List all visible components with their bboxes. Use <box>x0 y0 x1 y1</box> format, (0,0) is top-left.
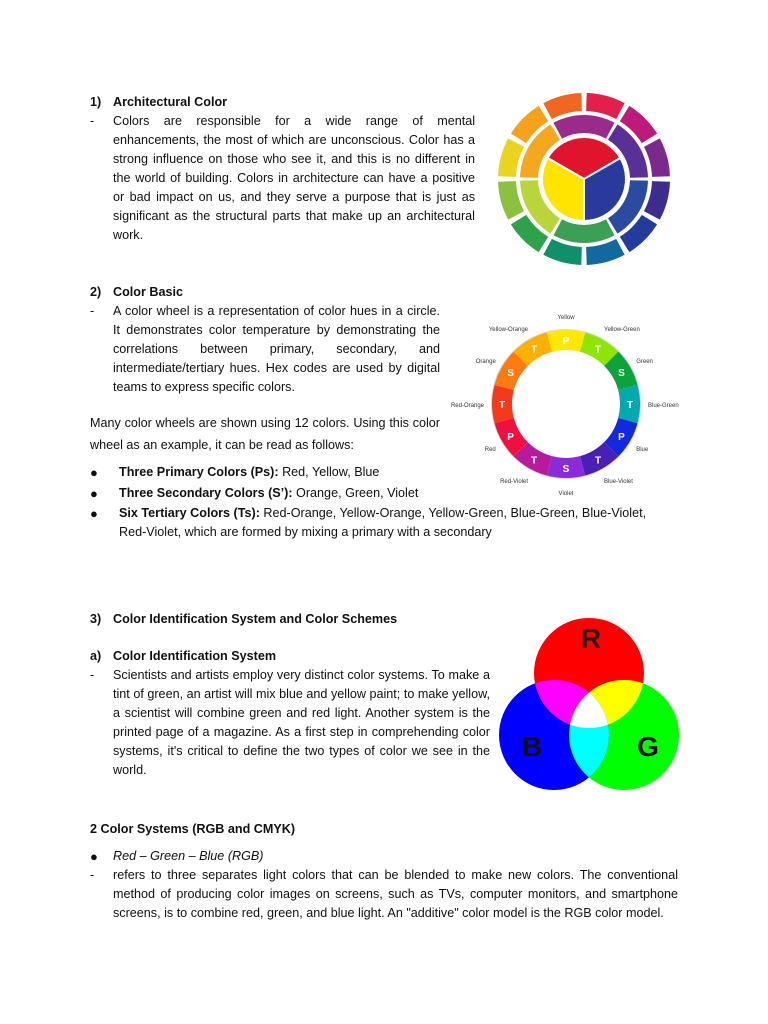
section2-intro: Many color wheels are shown using 12 colors. Using this color wheel as an example, it can be read as follows: <box>90 416 440 452</box>
section4-body: refers to three separates light colors that can be blended to make new colors. The conventional method of producing color images on screens, such as TVs, computer monitors, and smartphone screens, is to combine red, green, and blue light. An "additive" color model is the RGB color model. <box>113 868 678 920</box>
outer-segment <box>586 93 625 119</box>
wheel-segment-label: Green <box>636 359 653 365</box>
bullet-label: Six Tertiary Colors (Ts): <box>119 506 260 520</box>
section3-dash: - <box>90 668 95 682</box>
wheel-segment-label: Red-Violet <box>500 479 528 486</box>
outer-segment <box>498 138 524 177</box>
section3-number: 3) <box>90 612 102 626</box>
bullet-dot: ● <box>90 465 98 480</box>
section3-sub-number: a) <box>90 649 102 663</box>
wheel-segment-letter: S <box>562 464 570 475</box>
outer-segment <box>543 93 582 119</box>
wheel-segment-label: Orange <box>475 359 496 365</box>
wheel-segment-label: Violet <box>558 491 574 497</box>
outer-segment <box>543 239 582 265</box>
architectural-color-wheel <box>498 93 670 265</box>
bullet-text: Red-Orange, Yellow-Orange, Yellow-Green, Blue-Green, Blue-Violet, Red-Violet, which are formed by mixing a primary with a secondary <box>119 506 647 539</box>
section3-title: Color Identification System and Color Schemes <box>113 612 398 626</box>
wheel-segment-label: Yellow-Green <box>604 326 640 333</box>
wheel-segment-label: Blue <box>636 447 649 453</box>
labeled-color-wheel <box>450 308 682 500</box>
rgb-venn-diagram <box>498 608 680 790</box>
section2-body: A color wheel is a representation of color hues in a circle. It demonstrates color temperature by demonstrating the correlations between primary, secondary, and intermediate/tertiary hues. Hex codes are used by digital teams to express specific colors. <box>113 304 440 394</box>
bullet-dot: ● <box>90 506 98 521</box>
wheel-segment-label: Blue-Green <box>648 403 679 409</box>
bullet-dot: ● <box>90 486 98 501</box>
section4-bullet-dot: ● <box>90 849 98 864</box>
wheel-segment-label: Yellow-Orange <box>488 326 528 333</box>
section1-dash: - <box>90 114 95 128</box>
section2-dash: - <box>90 304 95 318</box>
section4-dash: - <box>90 868 95 882</box>
bullet-label: Three Secondary Colors (S’): <box>119 486 293 500</box>
section1-title: Architectural Color <box>113 95 228 109</box>
section1-number: 1) <box>90 95 102 109</box>
bullet-tertiary <box>90 504 670 542</box>
wheel-segment-label: Red <box>484 447 496 453</box>
wheel-segment-label: Blue-Violet <box>604 479 633 486</box>
section2-title: Color Basic <box>113 285 183 299</box>
wheel-segment-letter: P <box>618 432 625 443</box>
outer-segment <box>644 138 670 177</box>
venn-r-label: R <box>580 623 602 654</box>
wheel-segment-letter: T <box>530 455 538 467</box>
section3-body: Scientists and artists employ very distinct color systems. To make a tint of green, an artist will mix blue and yellow paint; to make yellow, a scientist will combine green and red light. Another system is the printed page of a magazine. As a first step in comprehending color systems, it's critical to define the two types of color we see in the world. <box>113 668 490 777</box>
wheel-segment-label: Yellow <box>557 315 575 321</box>
wheel-segment-letter: P <box>507 432 514 443</box>
wheel-segment-letter: S <box>618 368 625 379</box>
wheel-segment-letter: T <box>594 455 602 467</box>
section4-bullet: Red – Green – Blue (RGB) <box>113 849 264 863</box>
outer-segment <box>644 181 670 220</box>
wheel-segment-label: Red-Orange <box>450 403 484 409</box>
outer-segment <box>498 181 524 220</box>
wheel-segment-letter: T <box>498 400 506 411</box>
bullet-text: Red, Yellow, Blue <box>278 465 380 479</box>
section1-body: Colors are responsible for a wide range of mental enhancements, the most of which are unconscious. Color has a strong influence on those who see it, and this is no different in the world of building. Colors in architecture can have a positive or bad impact on us, and they serve a purpose that is just as significant as the structural parts that make up an architectural work. <box>113 114 475 242</box>
outer-segment <box>586 239 625 265</box>
bullet-label: Three Primary Colors (Ps): <box>119 465 279 479</box>
wheel-segment-letter: T <box>530 344 538 356</box>
wheel-segment-letter: T <box>626 400 634 411</box>
section3-sub-title: Color Identification System <box>113 649 277 663</box>
venn-g-label: G <box>637 731 659 762</box>
bullet-text: Orange, Green, Violet <box>292 486 419 500</box>
wheel-segment-letter: P <box>562 336 570 347</box>
venn-b-label: B <box>521 731 543 762</box>
primary-center <box>540 135 628 223</box>
section2-number: 2) <box>90 285 102 299</box>
wheel-segment-letter: S <box>507 368 514 379</box>
section4-title: 2 Color Systems (RGB and CMYK) <box>90 822 296 836</box>
wheel-segment-letter: T <box>594 344 602 356</box>
